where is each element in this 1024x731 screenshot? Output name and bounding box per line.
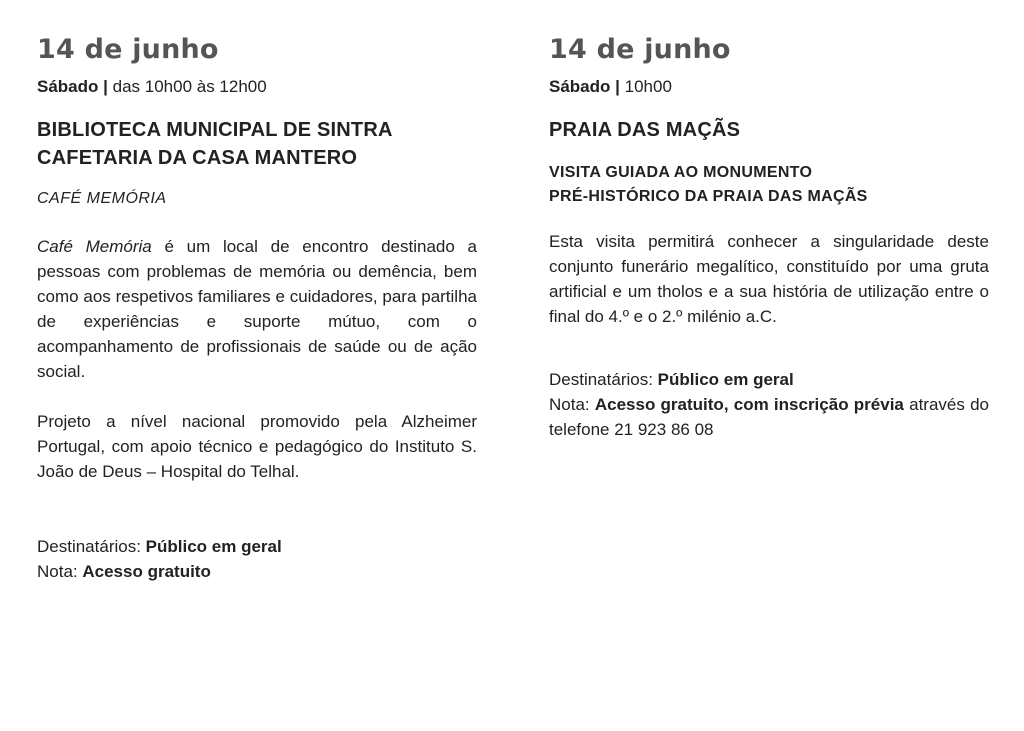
- venue-line-2: CAFETARIA DA CASA MANTERO: [37, 147, 358, 169]
- audience-value: Público em geral: [145, 537, 282, 556]
- event-right: [549, 32, 989, 442]
- event-hours: das 10h00 às 12h00: [112, 77, 267, 96]
- event-activity: [549, 161, 989, 209]
- venue-line-1: BIBLIOTECA MUNICIPAL DE SINTRA: [37, 119, 393, 141]
- event-hours: 10h00: [624, 77, 672, 96]
- note-rest: através do telefone 21 923 86 08: [549, 395, 989, 439]
- note-label: Nota:: [37, 562, 78, 581]
- event-subtitle: CAFÉ MEMÓRIA: [37, 190, 167, 207]
- event-meta: [37, 534, 477, 584]
- activity-line-1: VISITA GUIADA AO MONUMENTO: [549, 164, 813, 181]
- activity-line-2: PRÉ-HISTÓRICO DA PRAIA DAS MAÇÃS: [549, 188, 868, 205]
- event-date: 14 de junho: [549, 34, 731, 65]
- event-day: Sábado |: [549, 77, 620, 96]
- description-text: é um local de encontro destinado a pessoas com problemas de memória ou demência, bem como aos respetivos familiares e cuidadores, para partilha de experiências e suporte mútuo, com o acompanhamento de profissionais de saúde ou de ação social.: [37, 237, 477, 381]
- note-line: [37, 559, 477, 584]
- description-italic: Café Memória: [37, 237, 152, 256]
- audience-line: [37, 534, 477, 559]
- event-venue: [37, 116, 477, 172]
- event-day: Sábado |: [37, 77, 108, 96]
- audience-value: Público em geral: [657, 370, 794, 389]
- note-line: [549, 392, 989, 442]
- event-date: 14 de junho: [37, 34, 219, 65]
- event-description: [37, 234, 477, 384]
- audience-label: Destinatários:: [37, 537, 141, 556]
- audience-line: [549, 367, 989, 392]
- event-description: Esta visita permitirá conhecer a singularidade deste conjunto funerário megalítico, constituído por uma gruta artificial e um tholos e a sua história de utilização entre o final do 4.º e o 2.º milénio a.C.: [549, 232, 989, 326]
- event-time: [549, 76, 989, 98]
- note-value: Acesso gratuito, com inscrição prévia: [594, 395, 904, 414]
- audience-label: Destinatários:: [549, 370, 653, 389]
- event-project-info: Projeto a nível nacional promovido pela Alzheimer Portugal, com apoio técnico e pedagógico do Instituto S. João de Deus – Hospital do Telhal.: [37, 412, 477, 481]
- note-value: Acesso gratuito: [82, 562, 211, 581]
- note-label: Nota:: [549, 395, 590, 414]
- event-left: [37, 32, 477, 584]
- event-time: [37, 76, 477, 98]
- event-venue: PRAIA DAS MAÇÃS: [549, 119, 741, 141]
- event-meta: [549, 367, 989, 442]
